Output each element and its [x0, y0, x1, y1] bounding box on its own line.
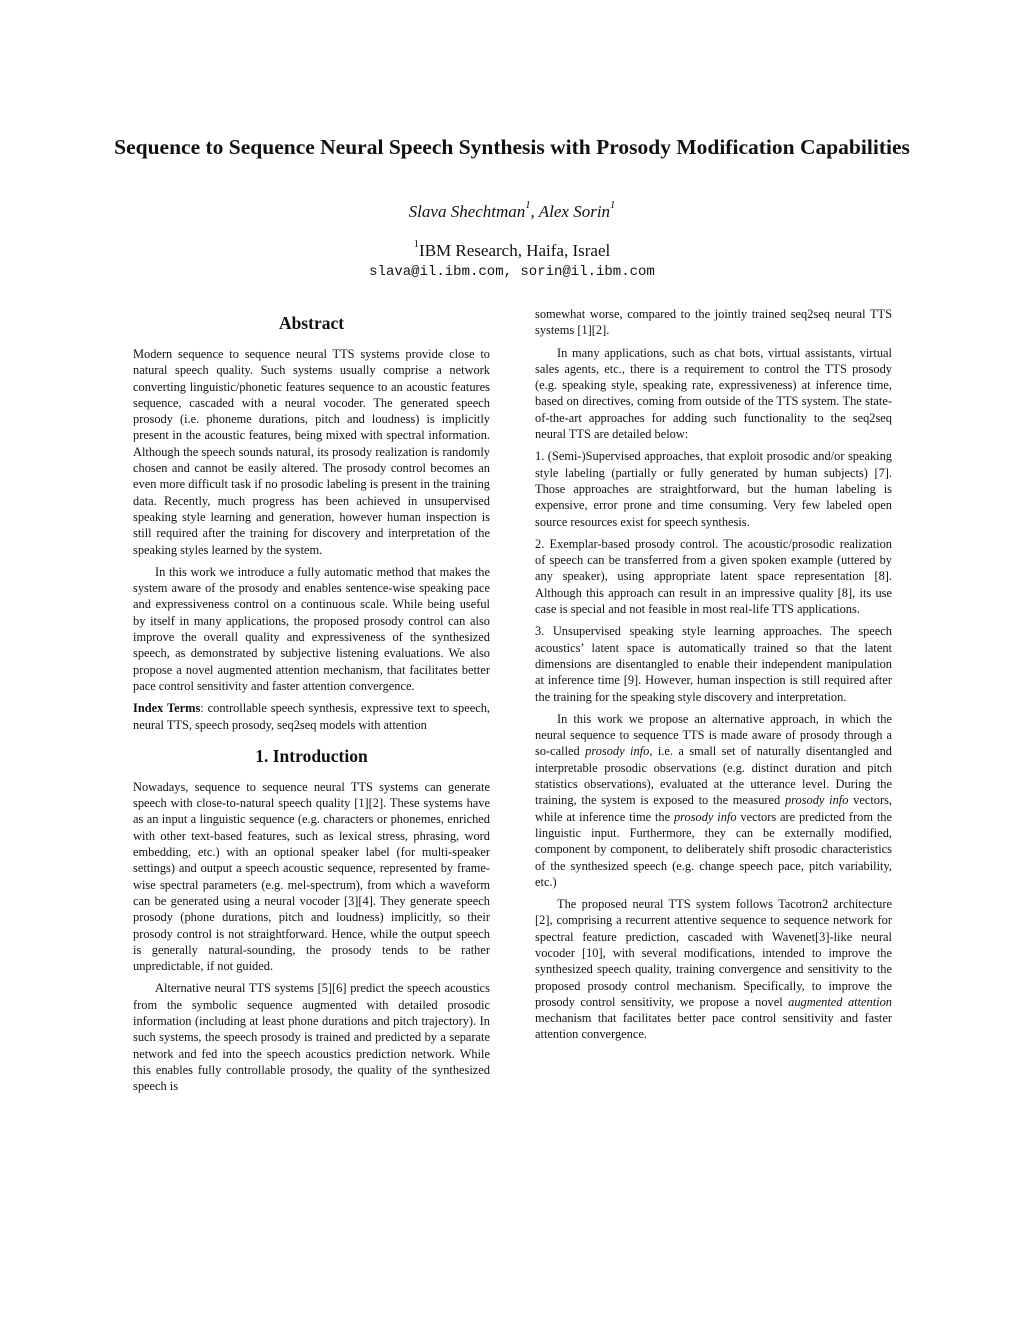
author-1: Slava Shechtman [408, 202, 526, 221]
abstract-heading: Abstract [278, 313, 345, 333]
paper-title: Sequence to Sequence Neural Speech Synthesis with Prosody Modification Capabilities [114, 135, 910, 159]
p2-emphasis-1: prosody info [585, 744, 650, 759]
intro-paragraph-2: Alternative neural TTS systems [5][6] predict the speech acoustics from the symbolic sequence augmented with detailed prosodic information (including at least phone durations and pitch trajectory). In such systems, the speech prosody is trained and predicted by a separate network and fed into the speech acoustics prediction network. While this enables fully controllable prosody, the quality of the synthesized speech is [133, 981, 490, 1094]
approach-item-1: 1. (Semi-)Supervised approaches, that exploit prosodic and/or speaking style labeling (partially or fully generated by human subjects) [7]. Those approaches are straightforward, but the human labeling is expensive, error prone and time consuming. Very few labeled open source resources exist for speech synthesis. [535, 449, 892, 529]
p2-text-d: vectors are predicted from the linguistic input. Furthermore, they can be externally modified, component by component, to deliberately shift prosodic characteristics of the synthesized speech (e.g. change speech pace, pitch variability, etc.) [535, 809, 893, 889]
p2-emphasis-3: prosody info [673, 809, 737, 824]
right-paragraph-3 [535, 896, 892, 1043]
approach-item-2: 2. Exemplar-based prosody control. The acoustic/prosodic realization of speech can be transferred from a given spoken example (uttered by any speaker), using appropriate latent space representation [8]. Although this approach can result in an impressive quality [8], its use case is special and not feasible in most real-life TTS applications. [535, 536, 892, 617]
author-1-affil-mark: 1 [525, 200, 531, 211]
left-column [133, 312, 490, 1100]
abstract-paragraph-1: Modern sequence to sequence neural TTS systems provide close to natural speech quality. Such systems usually comprise a network converting linguistic/phonetic features sequence to an acoustic features sequence, cascaded with a neural vocoder. The generated speech prosody (i.e. phoneme durations, pitch and loudness) is implicitly present in the acoustic features, being mixed with spectral information. Although the speech sounds natural, its prosody realization is randomly chosen and cannot be easily altered. The prosody control becomes an even more difficult task if no prosodic labeling is present in the training data. Recently, much progress has been achieved in unsupervised speaking style learning and generation, however human inspection is still required after the training for discovery and interpretation of the speaking styles learned by the system. [133, 347, 490, 557]
affiliation-line [0, 241, 1024, 261]
author-line [0, 202, 1024, 222]
p2-text-b: , i.e. a small set of naturally disentangled and interpretable prosodic observations (e.g. distinct duration and pitch statistics observations), evaluated at the utterance level. During the training, the system is exposed to the measured [535, 744, 892, 808]
author-2-affil-mark: 1 [610, 200, 616, 211]
affiliation: IBM Research, Haifa, Israel [419, 241, 611, 260]
author-separator: , [530, 202, 539, 221]
affiliation-mark: 1 [413, 239, 420, 250]
p2-text-c: vectors, while at inference time the [535, 793, 893, 824]
p3-text-b: mechanism that facilitates better pace control sensitivity and faster attention convergence. [535, 1011, 892, 1042]
right-paragraph-1: In many applications, such as chat bots, virtual assistants, virtual sales agents, etc., there is a requirement to control the TTS prosody (e.g. speaking style, speaking rate, expressiveness) at inference time, based on directives, coming from outside of the TTS system. The state-of-the-art approaches for adding such functionality to the seq2seq neural TTS are detailed below: [535, 345, 892, 442]
p3-text-a: The proposed neural TTS system follows Tacotron2 architecture [2], comprising a recurrent attentive sequence to sequence network for spectral feature prediction, cascaded with Wavenet[3]-like neural vocoder [10], with several modifications, intended to improve the synthesized speech quality, training convergence and sensitivity to the proposed prosody control mechanism. Specifically, to improve the prosody control sensitivity, we propose a novel [535, 897, 892, 1009]
introduction-heading: 1. Introduction [255, 745, 368, 766]
right-column [535, 306, 892, 1049]
author-emails: slava@il.ibm.com, sorin@il.ibm.com [369, 264, 655, 280]
p2-text-a: In this work we propose an alternative approach, in which the neural sequence to sequence TTS is made aware of prosody through a so-called [535, 711, 892, 759]
intro-paragraph-1: Nowadays, sequence to sequence neural TTS systems can generate speech with close-to-natural speech quality [1][2]. These systems have as an input a linguistic sequence (e.g. characters or phonemes, enriched with other text-based features, such as lexical stress, phrasing, word embedding, etc.) with an optional speaker label (for multi-speaker settings) and output a speech acoustic sequence, represented by frame-wise spectral parameters (e.g. mel-spectrum), from which a waveform can be generated using a neural vocoder [3][4]. They generate speech prosody (phone durations, pitch and loudness) implicitly, so their prosody control is not straightforward. Hence, while the output speech is generally natural-sounding, the prosody tends to be rather unpredictable, if not guided. [133, 779, 490, 974]
author-2: Alex Sorin [538, 202, 611, 221]
approach-item-3: 3. Unsupervised speaking style learning approaches. The speech acoustics’ latent space is automatically trained so that the latent dimensions are disentangled to enable their independent manipulation at inference time [9]. However, human inspection is still required after the training for the speaking style discovery and interpretation. [535, 624, 892, 704]
p2-emphasis-2: prosody info [784, 793, 849, 808]
index-terms-label: Index Terms [133, 701, 201, 716]
p3-emphasis: augmented attention [788, 994, 892, 1009]
right-paragraph-2 [535, 711, 892, 890]
abstract-paragraph-2: In this work we introduce a fully automatic method that makes the system aware of the prosody and enables sentence-wise speaking pace and expressiveness control on a continuous scale. While being useful by itself in many applications, the proposed prosody control can also improve the overall quality and expressiveness of the synthesized speech, as demonstrated by subjective listening evaluations. We also propose a novel augmented attention mechanism, that facilitates better pace control sensitivity and faster attention convergence. [133, 564, 490, 693]
right-paragraph-0: somewhat worse, compared to the jointly trained seq2seq neural TTS systems [1][2]. [535, 307, 892, 338]
index-terms [133, 700, 490, 733]
index-terms-text: : controllable speech synthesis, expressive text to speech, neural TTS, speech prosody, seq2seq models with attention [133, 701, 490, 732]
